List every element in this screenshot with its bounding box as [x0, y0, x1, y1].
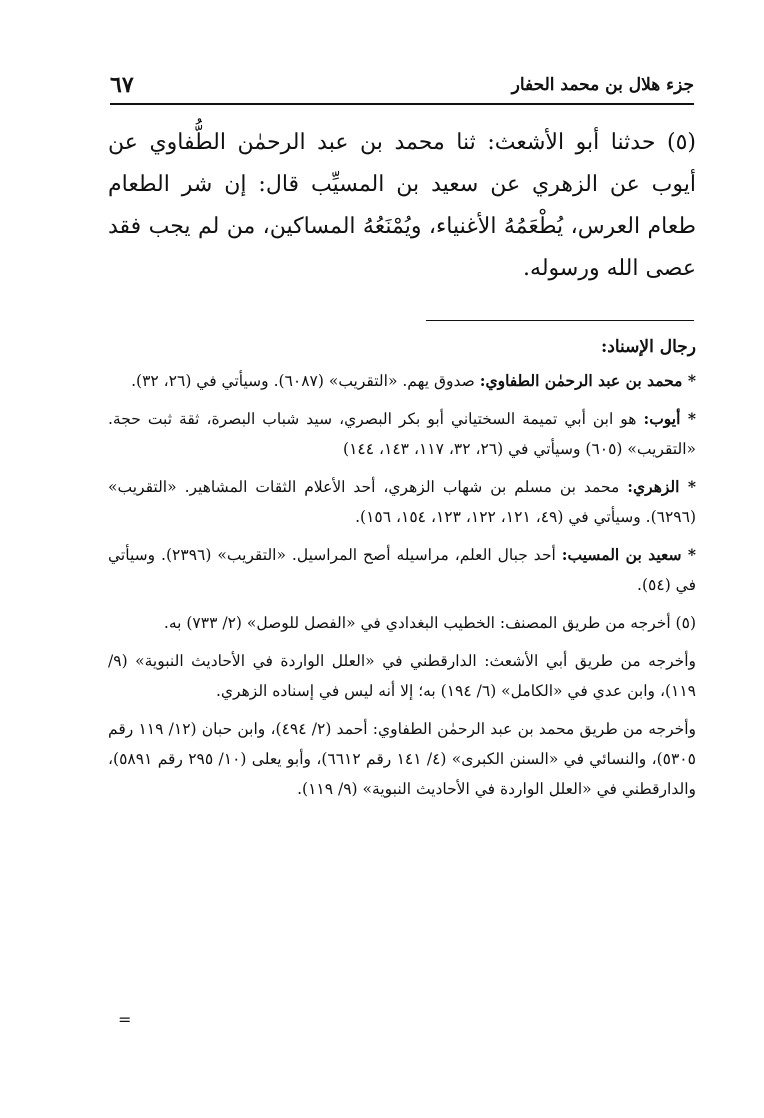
narrator-desc: صدوق يهم. «التقريب» (٦٠٨٧). وسيأتي في (٢٦، ٣٢).	[131, 372, 480, 390]
running-title: جزء هلال بن محمد الحفار	[511, 75, 694, 95]
continuation-mark: =	[118, 1010, 132, 1029]
page-header	[110, 70, 694, 100]
hadith-text: (٥) حدثنا أبو الأشعث: ثنا محمد بن عبد الرحمٰن الطُّفاوي عن أيوب عن الزهري عن سعيد بن المسيِّب قال: إن شر الطعام طعام العرس، يُطْعَمُهُ الأغنياء، ويُمْنَعُهُ المساكين، من لم يجب فقد عصى الله ورسوله.	[108, 130, 696, 281]
narrator-desc: أحد جبال العلم، مراسيله أصح المراسيل. «التقريب» (٢٣٩٦). وسيأتي في (٥٤).	[108, 546, 696, 594]
narrator-note	[108, 366, 696, 396]
footnotes	[108, 332, 696, 812]
narrator-name: * أيوب:	[643, 409, 696, 428]
header-rule	[110, 103, 694, 105]
takhrij-paragraph: (٥) أخرجه من طريق المصنف: الخطيب البغدادي في «الفصل للوصل» (٢/ ٧٣٣) به.	[163, 614, 696, 632]
narrator-note	[108, 404, 696, 464]
narrator-desc: هو ابن أبي تميمة السختياني أبو بكر البصري، سيد شباب البصرة، ثقة ثبت حجة. «التقريب» (٦٠٥) وسيأتي في (٢٦، ٣٢، ١١٧، ١٤٣، ١٤٤)	[108, 410, 696, 458]
takhrij-paragraph: وأخرجه من طريق محمد بن عبد الرحمٰن الطفاوي: أحمد (٢/ ٤٩٤)، وابن حبان (١٢/ ١١٩ رقم ٥٣٠٥)، والنسائي في «السنن الكبرى» (٤/ ١٤١ رقم ٦٦١٢)، وأبو يعلى (١٠/ ٢٩٥ رقم ٥٨٩١)، والدارقطني في «العلل الواردة في الأحاديث النبوية» (٩/ ١١٩).	[108, 720, 697, 798]
narrator-name: * الزهري:	[627, 477, 696, 496]
narrator-note	[108, 540, 696, 600]
narrator-name: * محمد بن عبد الرحمٰن الطفاوي:	[479, 371, 696, 390]
footnote-rule	[426, 320, 694, 321]
notes-heading: رجال الإسناد:	[601, 337, 696, 357]
narrator-name: * سعيد بن المسيب:	[561, 545, 697, 564]
narrator-desc: محمد بن مسلم بن شهاب الزهري، أحد الأعلام الثقات المشاهير. «التقريب» (٦٢٩٦). وسيأتي في (٤٩، ١٢١، ١٢٢، ١٢٣، ١٥٤، ١٥٦).	[108, 478, 696, 526]
page-number: ٦٧	[110, 72, 134, 98]
takhrij-paragraph: وأخرجه من طريق أبي الأشعث: الدارقطني في «العلل الواردة في الأحاديث النبوية» (٩/ ١١٩)، وابن عدي في «الكامل» (٦/ ١٩٤) به؛ إلا أنه ليس في إسناده الزهري.	[108, 652, 696, 700]
narrator-note	[108, 472, 696, 532]
